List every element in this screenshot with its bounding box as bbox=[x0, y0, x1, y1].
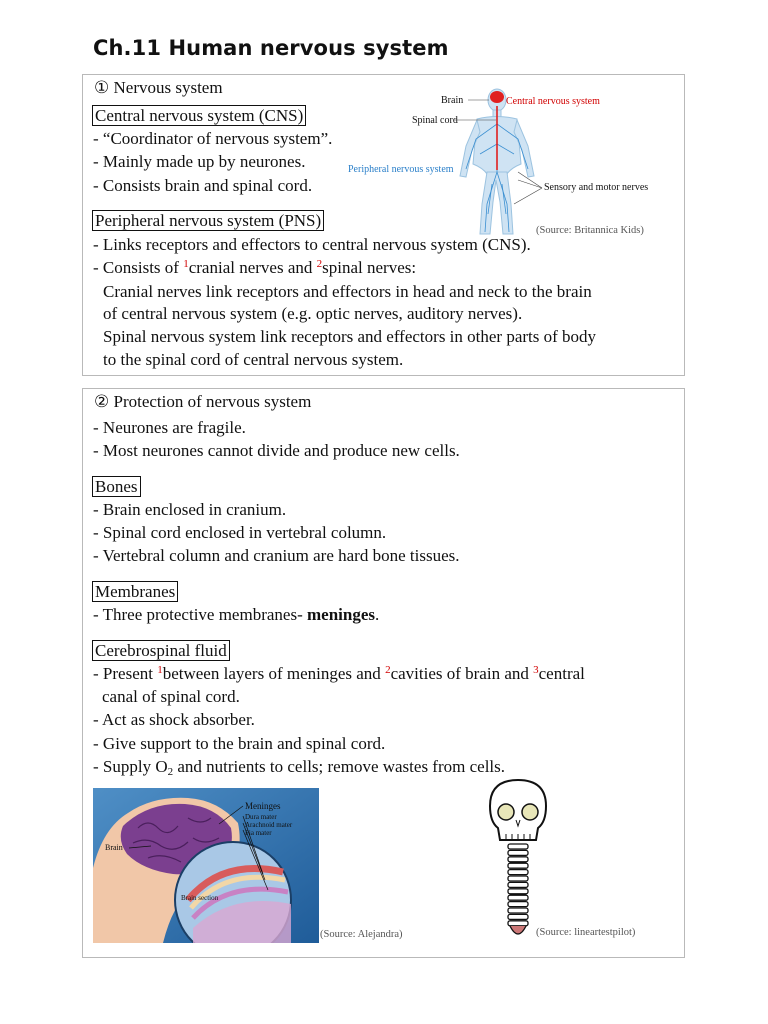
vertebra bbox=[508, 914, 528, 919]
label-pia-mater: Pia mater bbox=[245, 829, 272, 837]
cranial-nerves-line-1: Cranial nerves link receptors and effectors in head and neck to the brain bbox=[103, 282, 592, 301]
membranes-point: - Three protective membranes- meninges. bbox=[93, 605, 380, 624]
label-brain-figure: Brain bbox=[105, 843, 123, 852]
vertebra bbox=[508, 895, 528, 900]
label-meninges: Meninges bbox=[245, 801, 281, 811]
intro-point-2: - Most neurones cannot divide and produce new cells. bbox=[93, 441, 460, 460]
nervous-system-figure bbox=[340, 84, 670, 240]
vertebra bbox=[508, 921, 528, 926]
meninges-figure bbox=[93, 788, 319, 943]
label-brain-section: Brain section bbox=[181, 894, 219, 902]
label-arachnoid-mater: Arachnoid mater bbox=[245, 821, 293, 829]
section1-heading: ① Nervous system bbox=[94, 78, 223, 97]
cranial-nerves-line-2: of central nervous system (e.g. optic nerves, auditory nerves). bbox=[103, 304, 523, 323]
vertebra bbox=[508, 870, 528, 875]
skull-right-eye bbox=[522, 804, 538, 820]
csf-present-line-1: - Present $^1$between layers of meninges and $^2$cavities of brain and $^3$central bbox=[93, 664, 585, 683]
bones-point-2: - Spinal cord enclosed in vertebral column. bbox=[93, 523, 387, 542]
spine-tail bbox=[510, 926, 526, 934]
csf-supply: - Supply $O_2$ and nutrients to cells; remove wastes from cells. bbox=[93, 757, 506, 778]
label-spinal-cord: Spinal cord bbox=[412, 115, 458, 126]
cns-label: Central nervous system (CNS) bbox=[92, 105, 306, 126]
label-brain: Brain bbox=[441, 95, 464, 106]
cns-point-1: - “Coordinator of nervous system”. bbox=[93, 129, 333, 148]
membranes-label: Membranes bbox=[92, 581, 178, 602]
source-lineartestpilot: (Source: lineartestpilot) bbox=[536, 927, 636, 938]
vertebra bbox=[508, 850, 528, 855]
source-alejandra: (Source: Alejandra) bbox=[320, 929, 403, 940]
pns-point-2: - Consists of $^1$cranial nerves and $^2$spinal nerves: bbox=[93, 258, 417, 277]
label-pns: Peripheral nervous system bbox=[348, 164, 454, 175]
csf-label: Cerebrospinal fluid bbox=[92, 640, 230, 661]
source-britannica: (Source: Britannica Kids) bbox=[536, 225, 644, 236]
label-sensory-motor: Sensory and motor nerves bbox=[544, 182, 649, 193]
csf-shock-absorber: - Act as shock absorber. bbox=[93, 710, 255, 729]
label-dura-mater: Dura mater bbox=[245, 813, 277, 821]
vertebra bbox=[508, 889, 528, 894]
vertebra bbox=[508, 908, 528, 913]
bones-point-3: - Vertebral column and cranium are hard bone tissues. bbox=[93, 546, 460, 565]
spine-vertebrae bbox=[508, 844, 528, 926]
vertebra bbox=[508, 882, 528, 887]
vertebra bbox=[508, 876, 528, 881]
skull-left-eye bbox=[498, 804, 514, 820]
csf-support: - Give support to the brain and spinal cord. bbox=[93, 734, 386, 753]
intro-point-1: - Neurones are fragile. bbox=[93, 418, 246, 437]
skull-spine-figure bbox=[480, 776, 556, 946]
vertebra bbox=[508, 857, 528, 862]
cns-point-2: - Mainly made up by neurones. bbox=[93, 152, 306, 171]
vertebra bbox=[508, 902, 528, 907]
csf-present-line-2: canal of spinal cord. bbox=[102, 687, 240, 706]
brain-highlight bbox=[490, 91, 504, 103]
spinal-nerves-line-1: Spinal nervous system link receptors and effectors in other parts of body bbox=[103, 327, 597, 346]
spinal-nerves-line-2: to the spinal cord of central nervous system. bbox=[103, 350, 404, 369]
vertebra bbox=[508, 863, 528, 868]
vertebra bbox=[508, 844, 528, 849]
pns-point-1: - Links receptors and effectors to central nervous system (CNS). bbox=[93, 235, 531, 254]
pns-label: Peripheral nervous system (PNS) bbox=[92, 210, 324, 231]
label-cns: Central nervous system bbox=[506, 96, 600, 107]
cns-point-3: - Consists brain and spinal cord. bbox=[93, 176, 313, 195]
section2-heading: ② Protection of nervous system bbox=[94, 392, 312, 411]
page-title: Ch.11 Human nervous system bbox=[93, 36, 449, 60]
bones-point-1: - Brain enclosed in cranium. bbox=[93, 500, 287, 519]
bones-label: Bones bbox=[92, 476, 141, 497]
